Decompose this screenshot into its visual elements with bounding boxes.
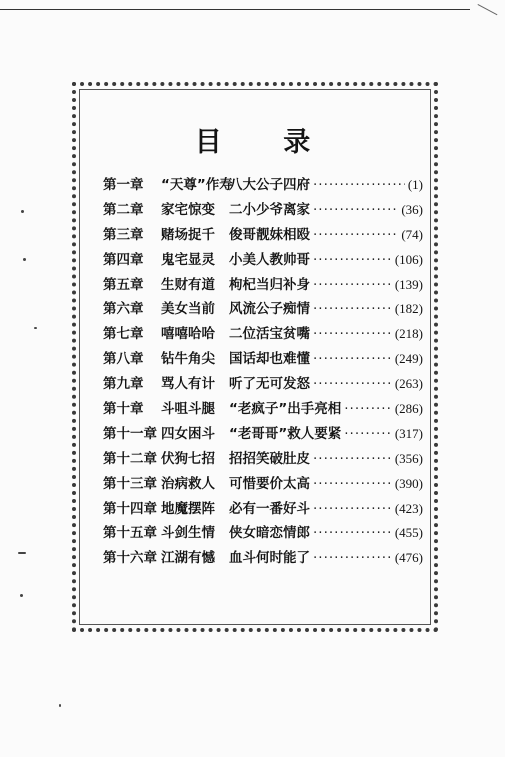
chapter-number: 第十章 [103, 401, 144, 418]
chapter-subheading: 可惜要价太高 [229, 475, 310, 492]
toc-row [103, 447, 423, 472]
chapter-heading: 地魔摆阵 [161, 500, 215, 517]
leader-dots [313, 177, 405, 193]
leader-dots [313, 476, 392, 492]
toc-row [103, 372, 423, 397]
chapter-number: 第四章 [103, 251, 144, 268]
page-number: (476) [394, 550, 423, 566]
page-number: (106) [394, 251, 423, 267]
page-number: (390) [394, 475, 423, 491]
toc-row [103, 248, 423, 273]
page-top-rule [0, 9, 470, 10]
leader-dots [313, 501, 392, 517]
leader-dots [313, 301, 392, 317]
chapter-subheading: 八大公子四府 [229, 177, 310, 193]
chapter-heading: 江湖有憾 [161, 550, 215, 567]
chapter-heading: 骂人有计 [161, 376, 215, 393]
leader-dots [313, 252, 392, 268]
page-number: (74) [401, 226, 423, 242]
chapter-number: 第十三章 [103, 475, 157, 492]
chapter-number: 第八章 [103, 351, 144, 368]
toc-row [103, 273, 423, 298]
chapter-heading: 斗咀斗腿 [161, 401, 215, 418]
toc-row [103, 347, 423, 372]
chapter-heading: 家宅惊变 [161, 201, 215, 218]
chapter-heading: 治病救人 [161, 475, 215, 492]
toc-row [103, 546, 423, 571]
toc-row [103, 198, 423, 223]
chapter-subheading: 听了无可发怒 [229, 376, 310, 393]
chapter-subheading: “老哥哥”救人要紧 [229, 425, 342, 442]
chapter-subheading: 二位活宝贫嘴 [229, 326, 310, 343]
chapter-subheading: 二小少爷离家 [229, 201, 310, 218]
chapter-subheading: 小美人教帅哥 [229, 251, 310, 268]
leader-dots [313, 376, 392, 392]
chapter-heading: 四女困斗 [161, 425, 215, 442]
chapter-number: 第五章 [103, 276, 144, 293]
page-number: (218) [394, 326, 423, 342]
chapter-subheading: 俊哥靓妹相殴 [229, 226, 310, 243]
chapter-number: 第六章 [103, 301, 144, 318]
leader-dots [313, 351, 392, 367]
chapter-subheading: 必有一番好斗 [229, 500, 310, 517]
leader-dots [313, 326, 392, 342]
page-corner-mark [472, 4, 498, 26]
chapter-number: 第十一章 [103, 425, 157, 442]
chapter-heading: 钻牛角尖 [161, 351, 215, 368]
page-number: (356) [394, 450, 423, 466]
chapter-number: 第十二章 [103, 450, 157, 467]
chapter-subheading: “老疯子”出手亮相 [229, 401, 342, 418]
chapter-subheading: 侠女暗恋情郎 [229, 525, 310, 542]
chapter-heading: 斗剑生情 [161, 525, 215, 542]
toc-row [103, 223, 423, 248]
chapter-heading: 伏狗七招 [161, 450, 215, 467]
page-number: (423) [394, 500, 423, 516]
page-number: (249) [394, 351, 423, 367]
chapter-number: 第七章 [103, 326, 144, 343]
page-number: (286) [394, 401, 423, 417]
chapter-number: 第十五章 [103, 525, 157, 542]
toc-row [103, 497, 423, 522]
page-number: (317) [394, 425, 423, 441]
leader-dots [313, 277, 392, 293]
chapter-heading: 赌场捉千 [161, 226, 215, 243]
chapter-heading: “天尊”作寿 [161, 177, 233, 193]
toc-row [103, 397, 423, 422]
chapter-subheading: 风流公子痴情 [229, 301, 310, 318]
scan-speck [59, 704, 61, 707]
chapter-heading: 嘻嘻哈哈 [161, 326, 215, 343]
leader-dots [344, 401, 392, 417]
scan-speck [34, 327, 37, 329]
scan-speck [20, 594, 23, 597]
chapter-subheading: 血斗何时能了 [229, 550, 310, 567]
leader-dots [344, 426, 392, 442]
leader-dots [313, 202, 398, 218]
toc-row [103, 521, 423, 546]
page-number: (139) [394, 276, 423, 292]
chapter-number: 第九章 [103, 376, 144, 393]
page-number: (1) [407, 177, 423, 192]
page-number: (455) [394, 525, 423, 541]
toc-row [103, 322, 423, 347]
scan-speck [23, 258, 26, 261]
toc-row [103, 472, 423, 497]
chapter-subheading: 枸杞当归补身 [229, 276, 310, 293]
chapter-number: 第一章 [103, 177, 144, 193]
toc-row [103, 297, 423, 322]
leader-dots [313, 525, 392, 541]
chapter-heading: 美女当前 [161, 301, 215, 318]
chapter-heading: 鬼宅显灵 [161, 251, 215, 268]
leader-dots [313, 227, 398, 243]
chapter-number: 第十四章 [103, 500, 157, 517]
page-number: (36) [401, 201, 423, 217]
chapter-number: 第三章 [103, 226, 144, 243]
chapter-subheading: 招招笑破肚皮 [229, 450, 310, 467]
toc-title: 目 录 [194, 127, 337, 158]
page-number: (263) [394, 376, 423, 392]
chapter-subheading: 国话却也难懂 [229, 351, 310, 368]
chapter-heading: 生财有道 [161, 276, 215, 293]
leader-dots [313, 451, 392, 467]
page-number: (182) [394, 301, 423, 317]
chapter-number: 第十六章 [103, 550, 157, 567]
scan-speck [21, 210, 24, 213]
toc-row [103, 422, 423, 447]
toc-row [103, 173, 423, 198]
chapter-number: 第二章 [103, 201, 144, 218]
scan-speck [18, 552, 26, 554]
table-of-contents [103, 173, 423, 571]
leader-dots [313, 550, 392, 566]
